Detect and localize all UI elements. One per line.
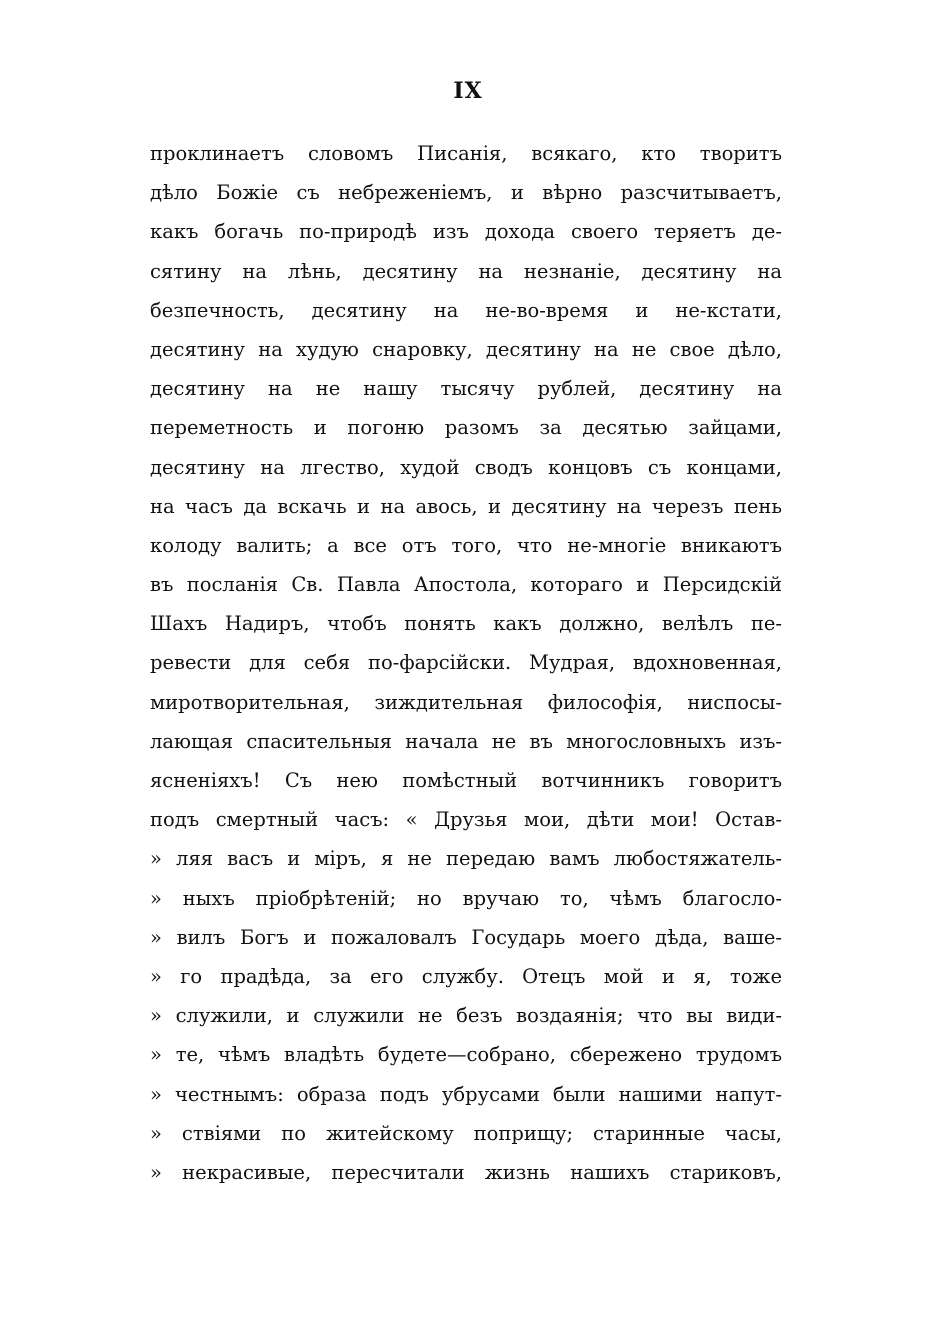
text-line: » вилъ Богъ и пожаловалъ Государь моего дѣда, ваше- — [150, 925, 782, 949]
text-line: ревести для себя по-фарсійски. Мудрая, вдохновенная, — [150, 651, 782, 675]
page-number: IX — [453, 78, 483, 104]
text-line: въ посланія Св. Павла Апостола, котораго и Персидскій — [150, 573, 782, 597]
text-line: » ныхъ пріобрѣтеній; но вручаю то, чѣмъ благосло- — [150, 886, 782, 910]
text-line: переметность и погоню разомъ за десятью зайцами, — [150, 416, 782, 440]
text-line: колоду валить; а все отъ того, что не-многіе вникаютъ — [150, 533, 782, 557]
body-text — [150, 134, 782, 1192]
text-line: миротворительная, зиждительная философія, ниспосы- — [150, 690, 782, 714]
text-line: ясненіяхъ! Съ нею помѣстный вотчинникъ говоритъ — [150, 769, 782, 792]
text-line: » ствіями по житейскому поприщу; старинные часы, — [150, 1121, 782, 1145]
text-line: подъ смертный часъ: « Друзья мои, дѣти мои! Остав- — [150, 808, 782, 832]
text-line: на часъ да вскачь и на авось, и десятину на черезъ пень — [150, 494, 782, 518]
text-line: Шахъ Надиръ, чтобъ понять какъ должно, велѣлъ пе- — [150, 612, 782, 636]
text-line: лающая спасительныя начала не въ многословныхъ изъ- — [150, 729, 782, 753]
text-line: проклинаетъ словомъ Писанія, всякаго, кто творитъ — [150, 142, 782, 165]
text-line: » го прадѣда, за его службу. Отецъ мой и я, тоже — [150, 964, 782, 988]
text-line: » те, чѣмъ владѣть будете—собрано, сбережено трудомъ — [150, 1043, 782, 1067]
text-line: » некрасивые, пересчитали жизнь нашихъ стариковъ, — [150, 1160, 782, 1184]
text-line: дѣло Божіе съ небреженіемъ, и вѣрно разсчитываетъ, — [150, 181, 782, 205]
text-line: » честнымъ: образа подъ убрусами были нашими напут- — [150, 1082, 782, 1106]
text-line: » ляя васъ и міръ, я не передаю вамъ любостяжатель- — [150, 847, 782, 871]
text-line: безпечность, десятину на не-во-время и не-кстати, — [150, 298, 782, 322]
text-line: десятину на лгество, худой сводъ концовъ съ концами, — [150, 455, 782, 479]
text-line: десятину на худую снаровку, десятину на не свое дѣло, — [150, 337, 782, 361]
text-line: сятину на лѣнь, десятину на незнаніе, десятину на — [150, 259, 782, 283]
text-line: какъ богачь по-природѣ изъ дохода своего теряетъ де- — [150, 220, 782, 244]
text-line: » служили, и служили не безъ воздаянія; что вы види- — [150, 1004, 782, 1028]
text-line: десятину на не нашу тысячу рублей, десятину на — [150, 377, 782, 401]
